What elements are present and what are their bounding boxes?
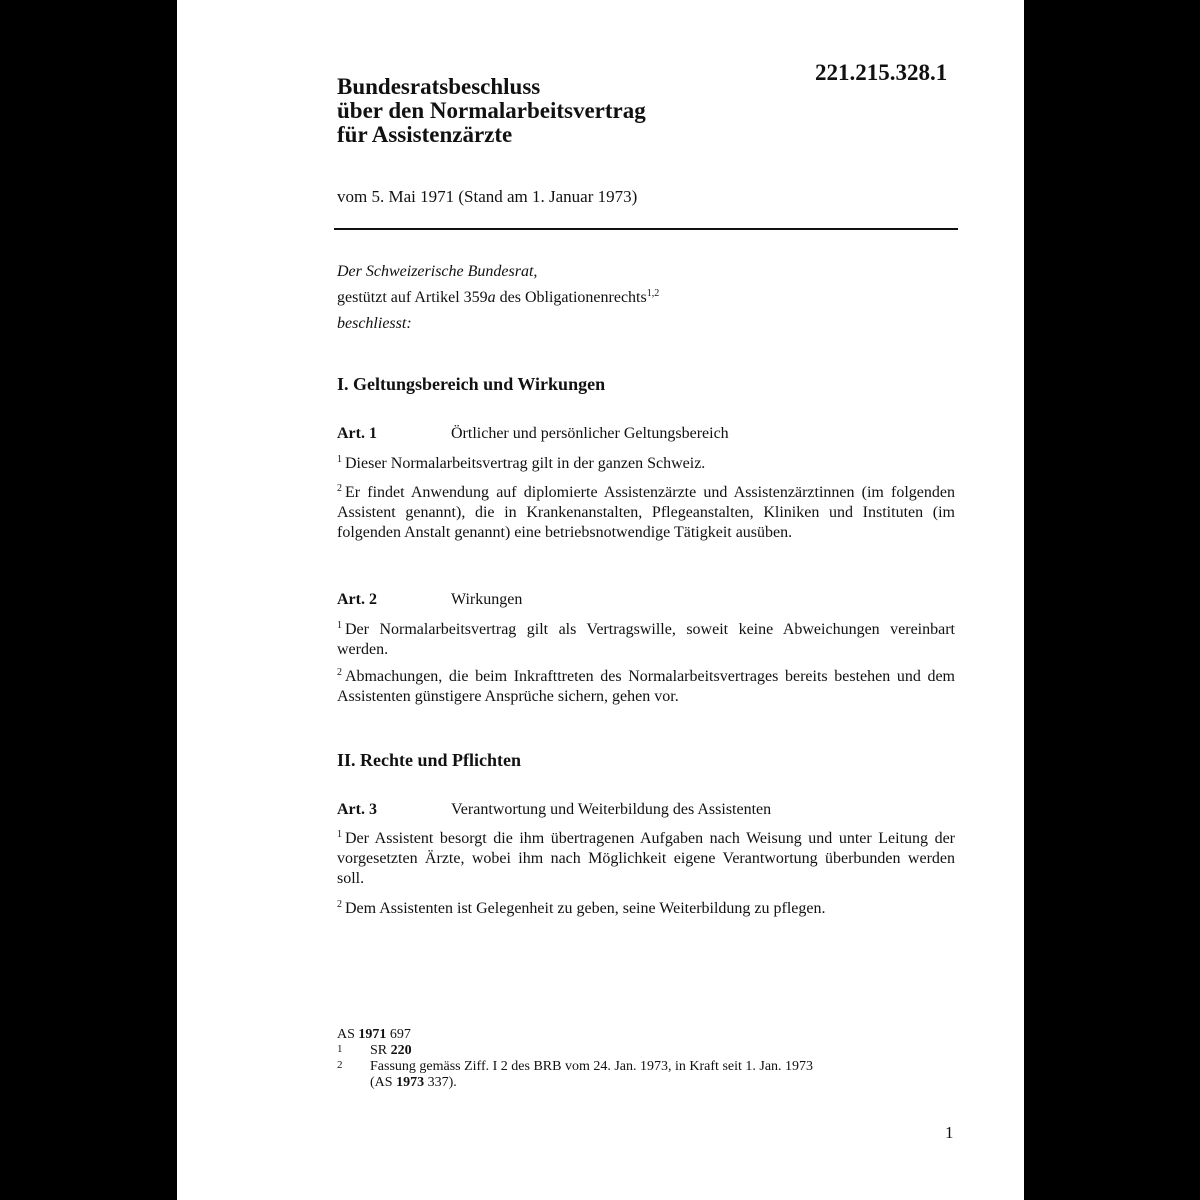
article-heading: [337, 425, 957, 443]
paragraph: [337, 899, 955, 919]
article-heading: [337, 591, 957, 609]
paragraph-text: Abmachungen, die beim Inkrafttreten des Normalarbeitsvertrages bereits bestehen und dem Assistenten günstigere Ansprüche sichern, gehen vor.: [337, 668, 955, 705]
footnote-ref[interactable]: 1,2: [646, 288, 660, 299]
footnote-text: [370, 1043, 412, 1059]
article-heading: [337, 801, 957, 819]
paragraph: [337, 620, 955, 660]
article-number: Art. 2: [337, 591, 377, 608]
section-heading: I. Geltungsbereich und Wirkungen: [337, 374, 606, 394]
footnote-text-part: SR: [370, 1043, 391, 1058]
article-title: Verantwortung und Weiterbildung des Assistenten: [451, 801, 772, 818]
paragraph-number: 2: [337, 483, 342, 494]
paragraph: [337, 483, 955, 543]
preamble: [337, 259, 659, 337]
article-number: Art. 1: [337, 425, 377, 442]
footnote-text-part: (AS: [370, 1075, 397, 1090]
article-title: Örtlicher und persönlicher Geltungsbereich: [451, 425, 729, 442]
citation-year: 1971: [358, 1027, 387, 1042]
footnote-item: [337, 1043, 813, 1059]
paragraph-number: 1: [337, 454, 342, 465]
title-line: für Assistenzärzte: [337, 122, 513, 147]
footnote-bold-part: 220: [390, 1043, 412, 1058]
preamble-authority: Der Schweizerische Bundesrat,: [337, 263, 538, 280]
basis-text: des Obligationenrechts: [495, 289, 647, 306]
citation-text: 697: [386, 1027, 411, 1042]
citation-text: AS: [337, 1027, 359, 1042]
paragraph-text: Dem Assistenten ist Gelegenheit zu geben, seine Weiterbildung zu pflegen.: [345, 900, 826, 917]
paragraph-text: Der Assistent besorgt die ihm übertragenen Aufgaben nach Weisung und unter Leitung der vorgesetzten Ärzte, wobei ihm nach Möglichkeit eigene Verantwortung überbunden werden soll.: [337, 830, 955, 887]
date-line: vom 5. Mai 1971 (Stand am 1. Januar 1973): [337, 187, 638, 206]
footnote-item: [337, 1059, 813, 1091]
footnotes: [337, 1027, 813, 1091]
paragraph-text: Der Normalarbeitsvertrag gilt als Vertragswille, soweit keine Abweichungen vereinbart werden.: [337, 621, 955, 658]
paragraph: [337, 829, 955, 889]
basis-italic: a: [487, 289, 496, 306]
section-heading: II. Rechte und Pflichten: [337, 750, 521, 770]
paragraph-number: 1: [337, 829, 342, 840]
paragraph-number: 1: [337, 620, 342, 631]
footnote-number: 2: [337, 1059, 343, 1071]
page-number: 1: [945, 1123, 954, 1142]
footnote-text: [370, 1059, 813, 1091]
footnote-bold-part: 1973: [396, 1075, 425, 1090]
paragraph: [337, 667, 955, 707]
article-title: Wirkungen: [451, 591, 523, 608]
preamble-basis: [337, 285, 659, 311]
article-number: Art. 3: [337, 801, 377, 818]
horizontal-rule: [334, 228, 958, 230]
footnote-number: 1: [337, 1043, 343, 1055]
paragraph-text: Er findet Anwendung auf diplomierte Assistenzärzte und Assistenzärztinnen (im folgenden Assistent genannt), die in Krankenanstalten, Pflegeanstalten, Kliniken und Instituten (im folgenden Anstalt genannt) eine betriebsnotwendige Tätigkeit ausüben.: [337, 484, 955, 541]
sr-number: 221.215.328.1: [815, 60, 948, 85]
title-line: Bundesratsbeschluss: [337, 74, 541, 99]
paragraph-text: Dieser Normalarbeitsvertrag gilt in der ganzen Schweiz.: [345, 455, 706, 472]
paragraph: [337, 454, 955, 474]
paragraph-number: 2: [337, 899, 342, 910]
footnote-text-part: 337).: [424, 1075, 457, 1090]
source-citation: [337, 1027, 813, 1043]
paragraph-number: 2: [337, 667, 342, 678]
basis-text: gestützt auf Artikel 359: [337, 289, 488, 306]
title-line: über den Normalarbeitsvertrag: [337, 98, 646, 123]
footnote-text-part: Fassung gemäss Ziff. I 2 des BRB vom 24. Jan. 1973, in Kraft seit 1. Jan. 1973: [370, 1059, 814, 1074]
document-title: [337, 75, 646, 147]
preamble-decision: beschliesst:: [337, 315, 412, 332]
